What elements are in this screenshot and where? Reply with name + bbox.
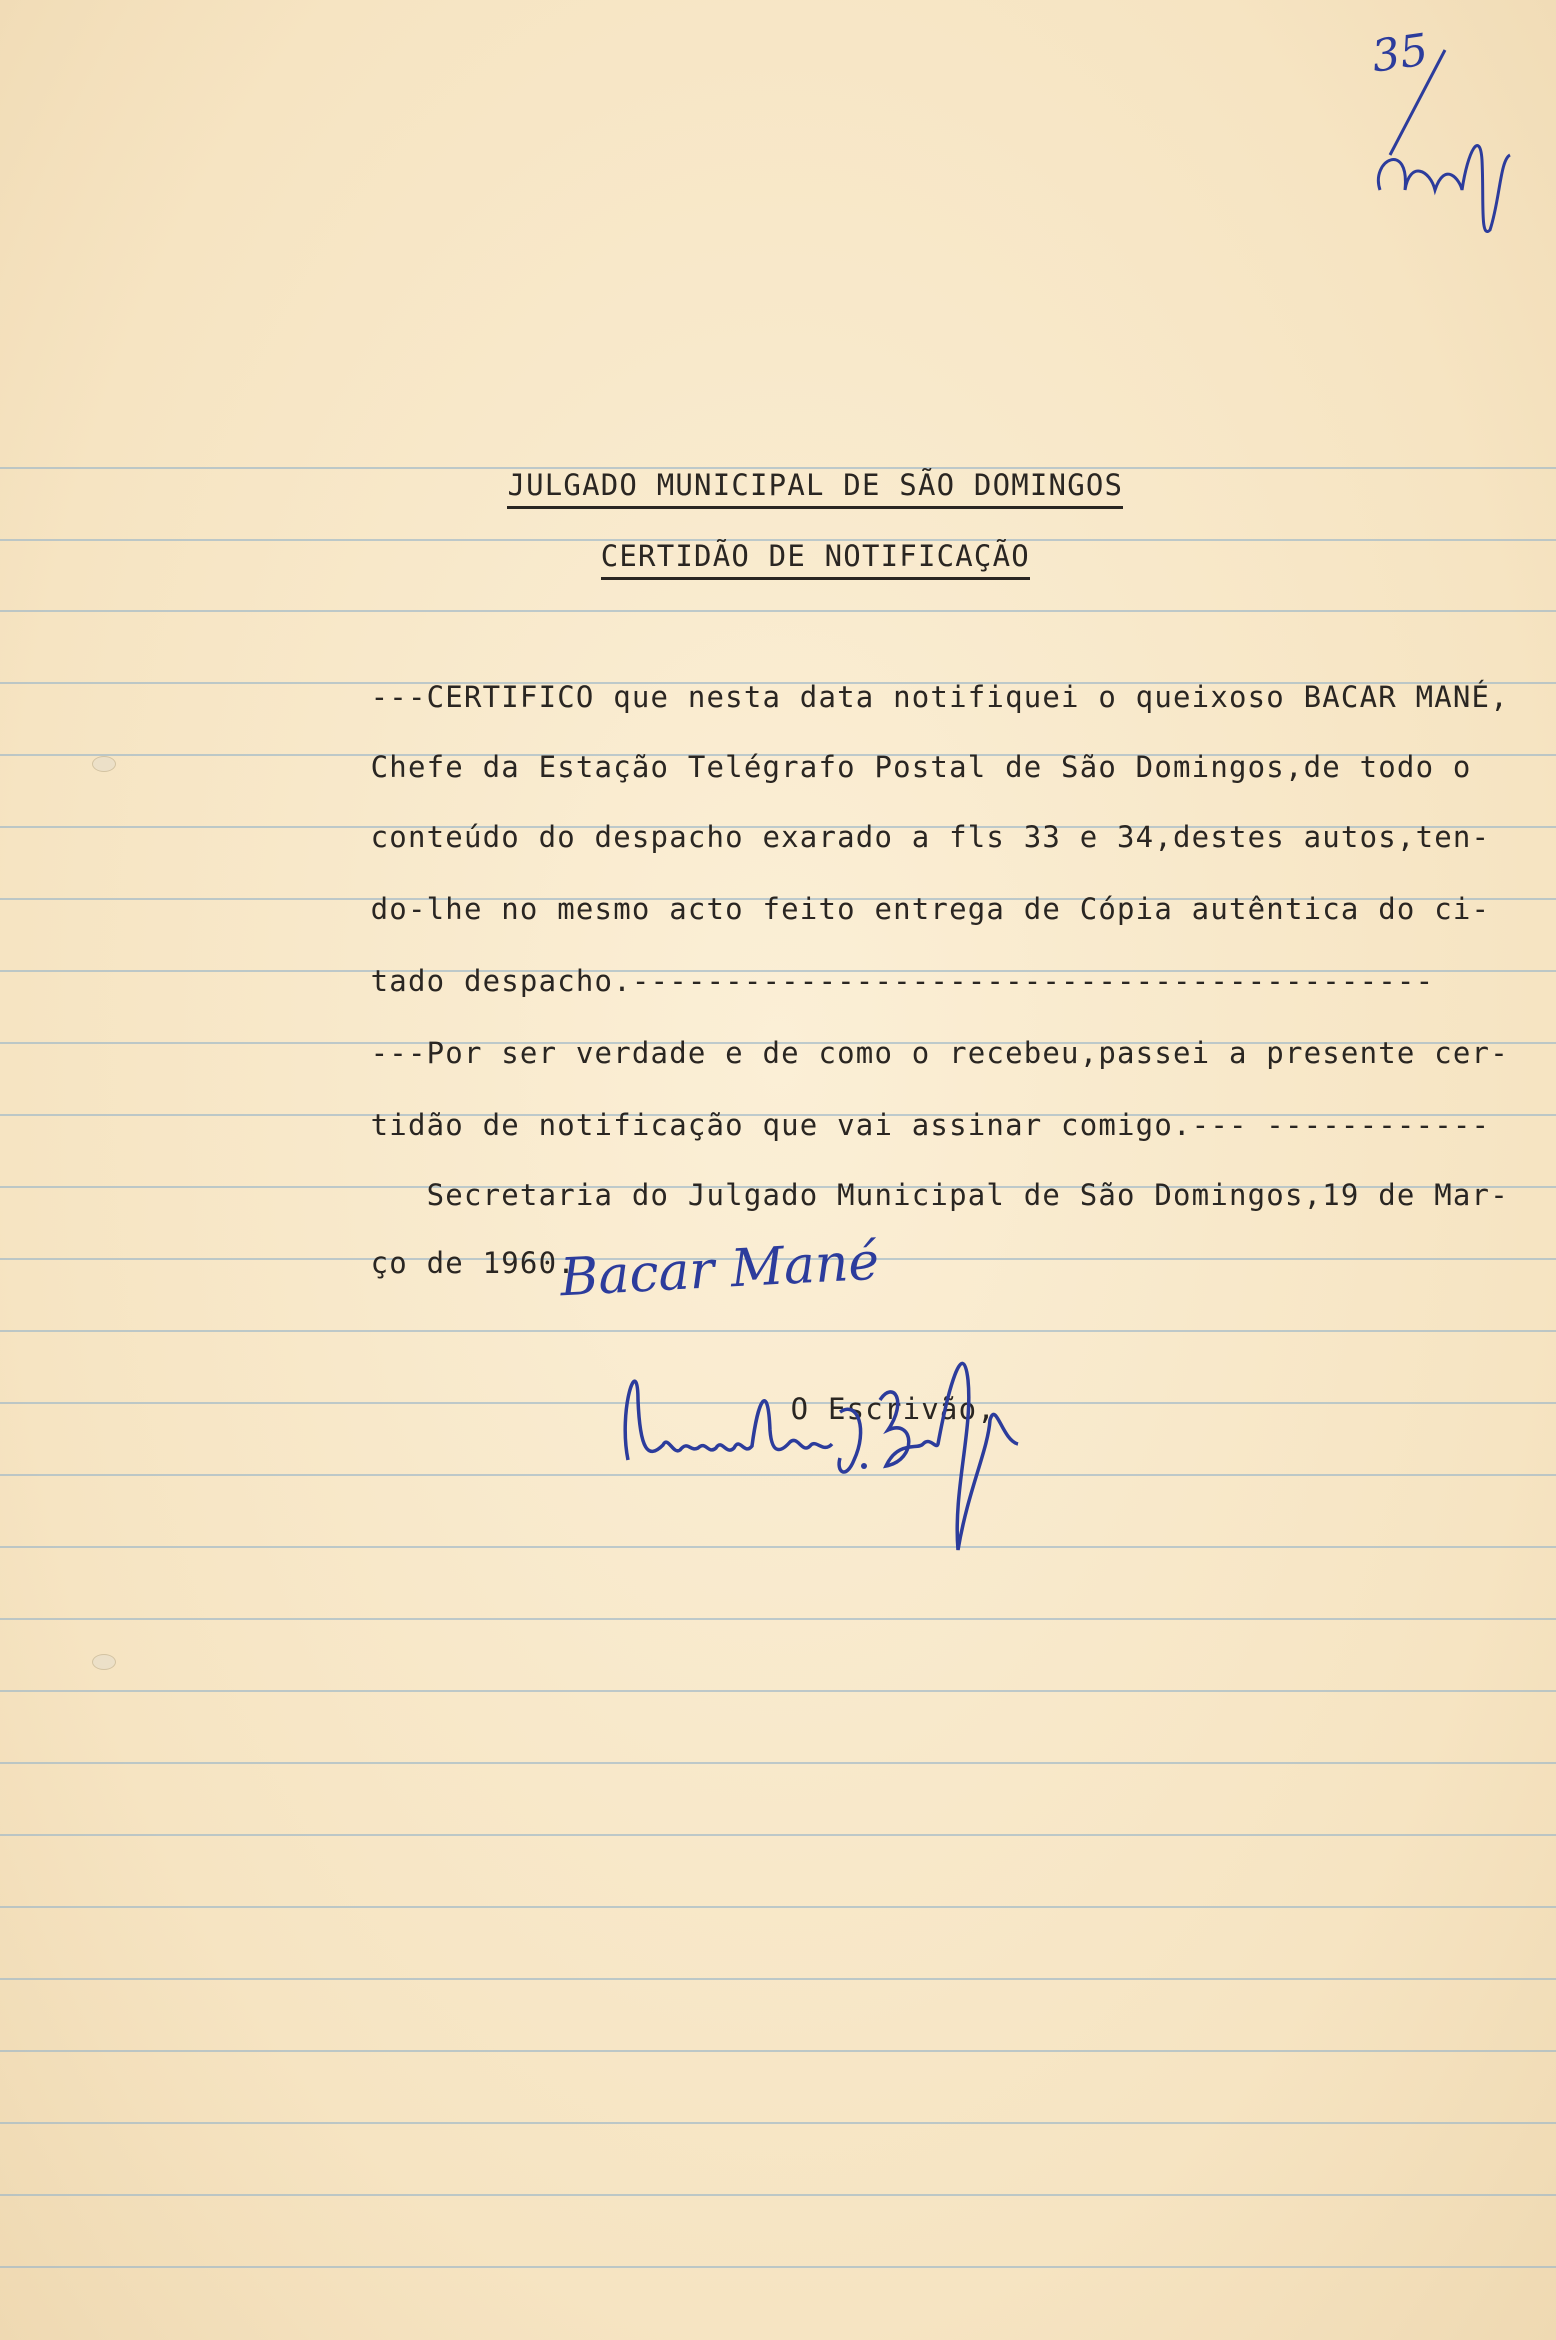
folio-number: 35: [1368, 24, 1432, 83]
header-subtitle: CERTIDÃO DE NOTIFICAÇÃO: [601, 539, 1030, 580]
punch-hole: [92, 1654, 116, 1670]
scrivener-label: O Escrivão,: [790, 1392, 996, 1426]
ruled-line: [0, 1618, 1556, 1620]
ruled-line: [0, 2122, 1556, 2124]
ruled-line: [0, 2050, 1556, 2052]
folio-initials-signature: [1350, 40, 1530, 250]
body-line: tado despacho.-------------------------------------------: [370, 964, 1435, 998]
body-line: conteúdo do despacho exarado a fls 33 e 34,destes autos,ten-: [370, 820, 1491, 854]
body-line: Chefe da Estação Telégrafo Postal de São Domingos,de todo o: [370, 750, 1472, 784]
ruled-line: [0, 1978, 1556, 1980]
body-line: ---CERTIFICO que nesta data notifiquei o queixoso BACAR MANÉ,: [370, 680, 1509, 714]
ruled-line: [0, 2194, 1556, 2196]
body-line: do-lhe no mesmo acto feito entrega de Cópia autêntica do ci-: [370, 892, 1491, 926]
body-line: tidão de notificação que vai assinar comigo.--- ------------: [370, 1108, 1491, 1142]
recipient-signature: Bacar Mané: [558, 1231, 881, 1309]
punch-hole: [92, 756, 116, 772]
scrivener-signature: [618, 1340, 1048, 1570]
ruled-line: [0, 1762, 1556, 1764]
header-title-row: [0, 434, 1556, 502]
body-line: Secretaria do Julgado Municipal de São Domingos,19 de Mar-: [370, 1178, 1509, 1212]
body-line: ço de 1960.: [370, 1246, 576, 1280]
ruled-line: [0, 1834, 1556, 1836]
header-title: JULGADO MUNICIPAL DE SÃO DOMINGOS: [507, 468, 1123, 509]
header-subtitle-row: [0, 505, 1556, 573]
ruled-line: [0, 1690, 1556, 1692]
ruled-line: [0, 1330, 1556, 1332]
ruled-line: [0, 2266, 1556, 2268]
body-line: ---Por ser verdade e de como o recebeu,passei a presente cer-: [370, 1036, 1509, 1070]
ruled-line: [0, 1906, 1556, 1908]
